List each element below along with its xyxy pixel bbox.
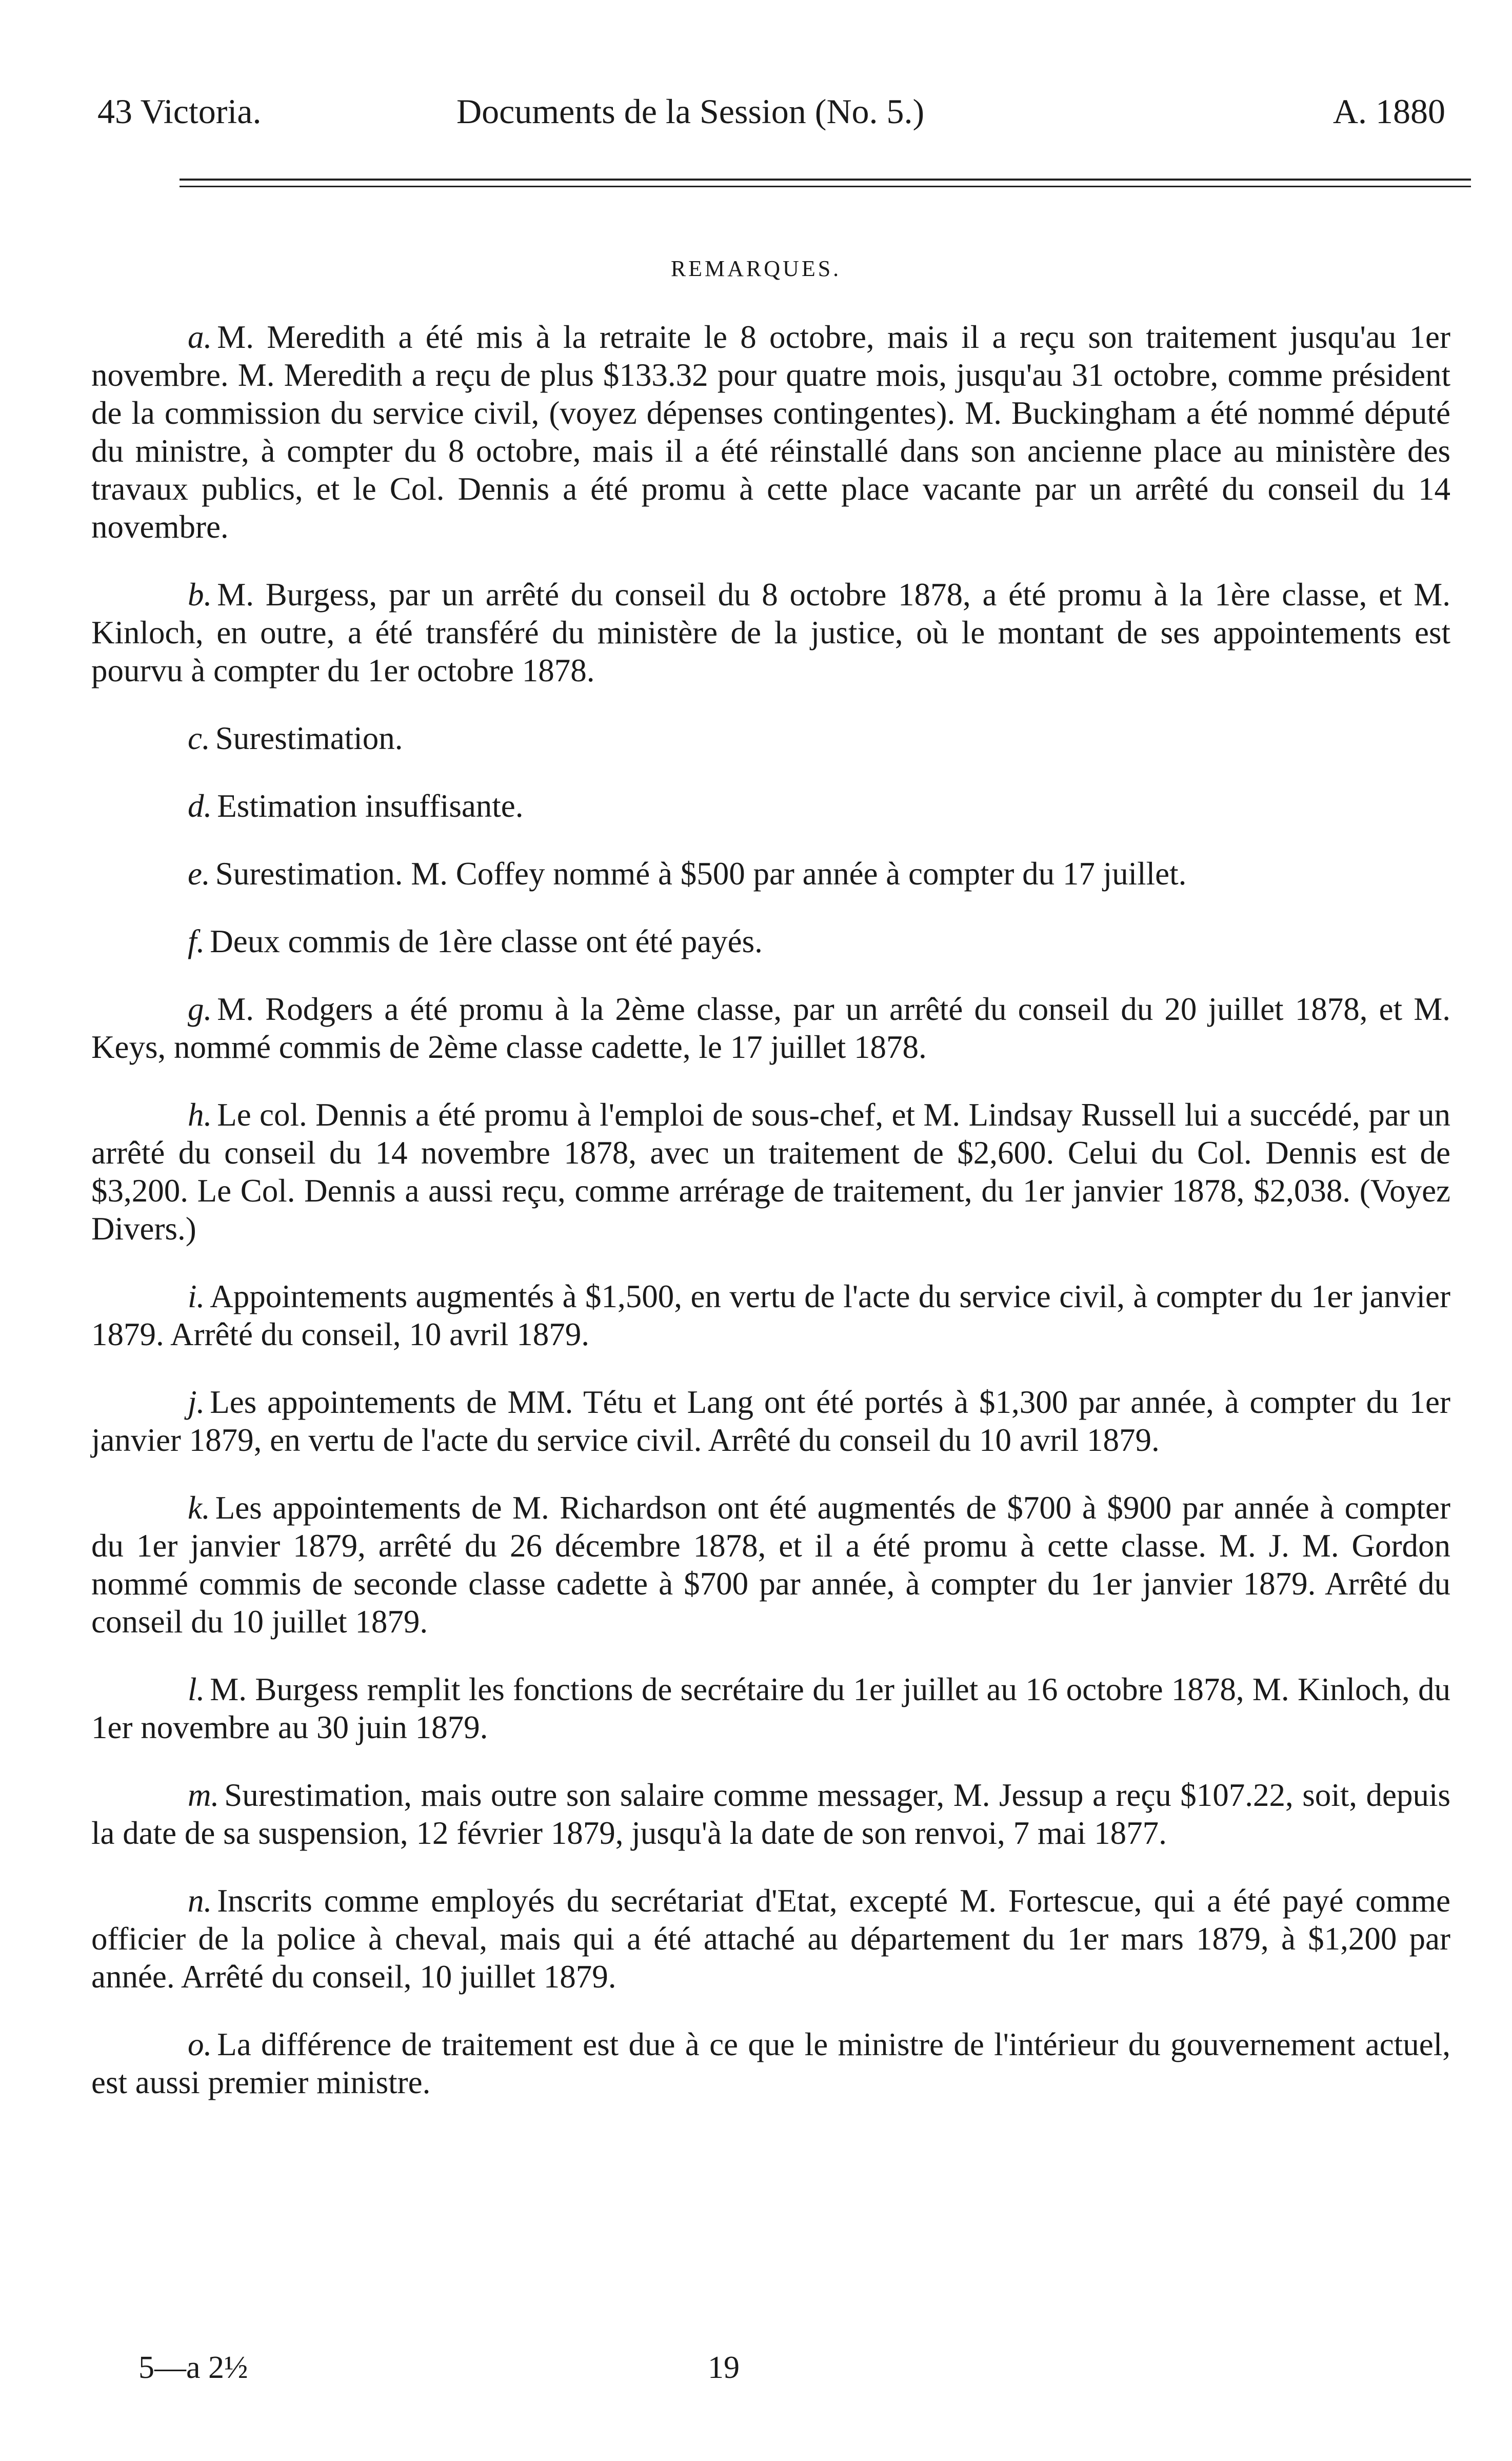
note-j [91, 1383, 1450, 1459]
note-label: i. [188, 1278, 205, 1314]
section-heading: REMARQUES. [670, 256, 842, 281]
printer-signature: 5—a 2½ [138, 2350, 248, 2385]
note-label: j. [188, 1384, 205, 1420]
note-label: a. [188, 319, 212, 355]
note-f [91, 922, 1450, 960]
note-text: Les appointements de M. Richardson ont été augmentés de $700 à $900 par année à compter du 1er janvier 1879, arrêté du 26 décembre 1878, et il a été promu à cette classe. M. J. M. Gordon nommé commis de seconde classe cadette à $700 par année, à compter du 1er janvier 1879. Arrêté du conseil du 10 juillet 1879. [91, 1490, 1450, 1640]
header-year: A. 1880 [1332, 92, 1445, 131]
note-a [91, 318, 1450, 546]
note-c [91, 719, 1450, 757]
note-text: Les appointements de MM. Tétu et Lang ont été portés à $1,300 par année, à compter du 1er janvier 1879, en vertu de l'acte du service civil. Arrêté du conseil du 10 avril 1879. [91, 1384, 1450, 1458]
note-text: M. Burgess, par un arrêté du conseil du 8 octobre 1878, a été promu à la 1ère classe, et M. Kinloch, en outre, a été transféré du ministère de la justice, où le montant de ses appointements est pourvu à compter du 1er octobre 1878. [91, 577, 1450, 688]
note-text: Deux commis de 1ère classe ont été payés. [210, 923, 763, 959]
note-text: M. Rodgers a été promu à la 2ème classe, par un arrêté du conseil du 20 juillet 1878, et M. Keys, nommé commis de 2ème classe cadette, le 17 juillet 1878. [91, 991, 1450, 1065]
running-header [97, 91, 1445, 137]
header-rule-bottom [180, 186, 1471, 187]
page-number: 19 [708, 2350, 740, 2385]
note-label: n. [188, 1883, 212, 1919]
page-footer [0, 2350, 1512, 2396]
note-label: l. [188, 1671, 205, 1707]
header-title: Documents de la Session (No. 5.) [456, 92, 925, 131]
note-text: Inscrits comme employés du secrétariat d'Etat, excepté M. Fortescue, qui a été payé comme officier de la police à cheval, mais qui a été attaché au département du 1er mars 1879, à $1,200 par année. Arrêté du conseil, 10 juillet 1879. [91, 1883, 1450, 1995]
note-text: Surestimation. [215, 720, 403, 756]
note-label: e. [188, 856, 210, 892]
note-label: c. [188, 720, 210, 756]
note-i [91, 1277, 1450, 1353]
note-n [91, 1882, 1450, 1996]
note-label: o. [188, 2026, 212, 2062]
note-label: d. [188, 788, 212, 824]
note-e [91, 855, 1450, 893]
note-label: h. [188, 1097, 212, 1133]
note-text: Le col. Dennis a été promu à l'emploi de sous-chef, et M. Lindsay Russell lui a succédé, par un arrêté du conseil du 14 novembre 1878, avec un traitement de $2,600. Celui du Col. Dennis est de $3,200. Le Col. Dennis a aussi reçu, comme arrérage de traitement, du 1er janvier 1878, $2,038. (Voyez Divers.) [91, 1097, 1450, 1247]
note-text: Surestimation. M. Coffey nommé à $500 par année à compter du 17 juillet. [215, 856, 1187, 892]
note-text: M. Meredith a été mis à la retraite le 8 octobre, mais il a reçu son traitement jusqu'au 1er novembre. M. Meredith a reçu de plus $133.32 pour quatre mois, jusqu'au 31 octobre, comme président de la commission du service civil, (voyez dépenses contingentes). M. Buckingham a été nommé député du ministre, à compter du 8 octobre, mais il a été réinstallé dans son ancienne place au ministère des travaux publics, et le Col. Dennis a été promu à cette place vacante par un arrêté du conseil du 14 novembre. [91, 319, 1450, 545]
header-volume: 43 Victoria. [97, 92, 262, 131]
note-h [91, 1096, 1450, 1248]
note-b [91, 576, 1450, 690]
remarks-list [91, 318, 1450, 2131]
note-text: Appointements augmentés à $1,500, en vertu de l'acte du service civil, à compter du 1er janvier 1879. Arrêté du conseil, 10 avril 1879. [91, 1278, 1450, 1352]
note-o [91, 2025, 1450, 2101]
header-rule-top [180, 179, 1471, 181]
note-m [91, 1776, 1450, 1852]
note-label: k. [188, 1490, 210, 1526]
note-k [91, 1489, 1450, 1641]
note-label: f. [188, 923, 205, 959]
note-l [91, 1670, 1450, 1746]
note-label: m. [188, 1777, 220, 1813]
note-label: b. [188, 577, 212, 613]
note-d [91, 787, 1450, 825]
note-text: Estimation insuffisante. [217, 788, 524, 824]
note-text: Surestimation, mais outre son salaire comme messager, M. Jessup a reçu $107.22, soit, depuis la date de sa suspension, 12 février 1879, jusqu'à la date de son renvoi, 7 mai 1877. [91, 1777, 1450, 1851]
note-text: La différence de traitement est due à ce que le ministre de l'intérieur du gouvernement actuel, est aussi premier ministre. [91, 2026, 1450, 2100]
note-g [91, 990, 1450, 1066]
note-label: g. [188, 991, 212, 1027]
note-text: M. Burgess remplit les fonctions de secrétaire du 1er juillet au 16 octobre 1878, M. Kinloch, du 1er novembre au 30 juin 1879. [91, 1671, 1450, 1745]
